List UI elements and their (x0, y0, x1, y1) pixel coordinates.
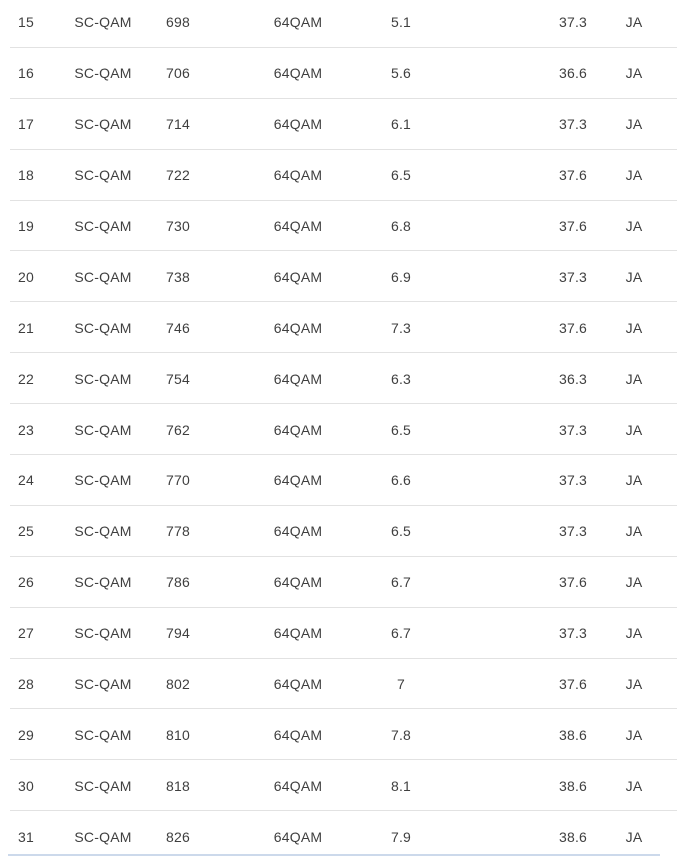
cell-power-level: 6.5 (390, 523, 412, 540)
cell-channel-number: 24 (18, 472, 34, 489)
cell-channel-number: 28 (18, 676, 34, 693)
cell-frequency: 706 (166, 65, 190, 82)
cell-channel-number: 16 (18, 65, 34, 82)
cell-channel-type: SC-QAM (74, 268, 132, 285)
cell-channel-type: SC-QAM (74, 319, 132, 336)
table-row (0, 404, 687, 455)
cell-modulation: 64QAM (273, 828, 323, 845)
table-row (0, 557, 687, 608)
cell-lock-status: JA (625, 777, 643, 794)
cell-modulation: 64QAM (273, 268, 323, 285)
cell-frequency: 762 (166, 421, 190, 438)
table-row (0, 48, 687, 99)
cell-channel-number: 25 (18, 523, 34, 540)
cell-modulation: 64QAM (273, 319, 323, 336)
cell-channel-number: 17 (18, 116, 34, 133)
cell-channel-number: 27 (18, 625, 34, 642)
cell-power-level: 5.6 (390, 65, 412, 82)
cell-frequency: 786 (166, 574, 190, 591)
cell-channel-number: 18 (18, 167, 34, 184)
cell-power-level: 6.5 (390, 167, 412, 184)
cell-channel-number: 23 (18, 421, 34, 438)
cell-snr: 38.6 (558, 828, 588, 845)
cell-lock-status: JA (625, 65, 643, 82)
cell-lock-status: JA (625, 574, 643, 591)
table-row (0, 608, 687, 659)
cell-power-level: 7 (397, 676, 405, 693)
table-row (0, 201, 687, 252)
cell-frequency: 754 (166, 370, 190, 387)
cell-modulation: 64QAM (273, 777, 323, 794)
cell-lock-status: JA (625, 116, 643, 133)
cell-power-level: 6.5 (390, 421, 412, 438)
cell-channel-type: SC-QAM (74, 14, 132, 31)
cell-modulation: 64QAM (273, 167, 323, 184)
cell-modulation: 64QAM (273, 65, 323, 82)
cell-snr: 38.6 (558, 726, 588, 743)
cell-snr: 37.3 (558, 472, 588, 489)
cell-lock-status: JA (625, 676, 643, 693)
cell-channel-type: SC-QAM (74, 676, 132, 693)
cell-snr: 37.6 (558, 319, 588, 336)
cell-modulation: 64QAM (273, 472, 323, 489)
cell-channel-type: SC-QAM (74, 574, 132, 591)
cell-frequency: 746 (166, 319, 190, 336)
cell-snr: 37.6 (558, 218, 588, 234)
cell-modulation: 64QAM (273, 116, 323, 133)
cell-frequency: 722 (166, 167, 190, 184)
cell-power-level: 6.8 (390, 218, 412, 234)
cell-power-level: 6.7 (390, 574, 412, 591)
cell-frequency: 794 (166, 625, 190, 642)
cell-channel-type: SC-QAM (74, 726, 132, 743)
cell-lock-status: JA (625, 523, 643, 540)
cell-lock-status: JA (625, 726, 643, 743)
cell-snr: 37.3 (558, 116, 588, 133)
cell-lock-status: JA (625, 218, 643, 234)
cell-power-level: 5.1 (390, 14, 412, 31)
cell-lock-status: JA (625, 14, 643, 31)
cell-modulation: 64QAM (273, 218, 323, 234)
cell-channel-type: SC-QAM (74, 218, 132, 234)
cell-snr: 37.3 (558, 268, 588, 285)
table-row (0, 709, 687, 760)
cell-channel-number: 21 (18, 319, 34, 336)
cell-lock-status: JA (625, 472, 643, 489)
table-row (0, 760, 687, 811)
cell-modulation: 64QAM (273, 421, 323, 438)
cell-modulation: 64QAM (273, 523, 323, 540)
cell-snr: 38.6 (558, 777, 588, 794)
cell-snr: 37.6 (558, 167, 588, 184)
cell-frequency: 802 (166, 676, 190, 693)
cell-lock-status: JA (625, 268, 643, 285)
cell-snr: 37.6 (558, 574, 588, 591)
table-row (0, 251, 687, 302)
cell-modulation: 64QAM (273, 370, 323, 387)
cell-snr: 37.3 (558, 421, 588, 438)
cell-channel-number: 22 (18, 370, 34, 387)
table-row (0, 99, 687, 150)
cell-lock-status: JA (625, 625, 643, 642)
cell-channel-number: 15 (18, 14, 34, 31)
cell-channel-number: 20 (18, 268, 34, 285)
cell-channel-number: 26 (18, 574, 34, 591)
cell-frequency: 698 (166, 14, 190, 31)
table-row (0, 506, 687, 557)
cell-modulation: 64QAM (273, 676, 323, 693)
cell-frequency: 770 (166, 472, 190, 489)
table-row (0, 302, 687, 353)
cell-channel-number: 29 (18, 726, 34, 743)
cell-power-level: 7.9 (390, 828, 412, 845)
cell-power-level: 7.3 (390, 319, 412, 336)
cell-channel-type: SC-QAM (74, 370, 132, 387)
cell-channel-type: SC-QAM (74, 625, 132, 642)
cell-frequency: 818 (166, 777, 190, 794)
cell-power-level: 7.8 (390, 726, 412, 743)
cell-lock-status: JA (625, 828, 643, 845)
cell-channel-type: SC-QAM (74, 167, 132, 184)
cell-channel-number: 31 (18, 828, 34, 845)
table-row (0, 353, 687, 404)
table-row (0, 811, 687, 856)
cell-lock-status: JA (625, 370, 643, 387)
cell-lock-status: JA (625, 319, 643, 336)
cell-frequency: 738 (166, 268, 190, 285)
table-row (0, 455, 687, 506)
table-row (0, 659, 687, 710)
cell-snr: 37.3 (558, 625, 588, 642)
table-row (0, 0, 687, 48)
cell-modulation: 64QAM (273, 574, 323, 591)
cell-channel-type: SC-QAM (74, 65, 132, 82)
table-row (0, 150, 687, 201)
cell-power-level: 6.7 (390, 625, 412, 642)
cell-power-level: 6.1 (390, 116, 412, 133)
cell-lock-status: JA (625, 167, 643, 184)
cell-snr: 36.6 (558, 65, 588, 82)
cell-channel-type: SC-QAM (74, 523, 132, 540)
cell-frequency: 810 (166, 726, 190, 743)
cell-power-level: 6.3 (390, 370, 412, 387)
cell-frequency: 714 (166, 116, 190, 133)
cell-power-level: 8.1 (390, 777, 412, 794)
cell-power-level: 6.9 (390, 268, 412, 285)
cell-frequency: 778 (166, 523, 190, 540)
cell-channel-type: SC-QAM (74, 116, 132, 133)
cell-lock-status: JA (625, 421, 643, 438)
cell-frequency: 730 (166, 218, 190, 234)
cell-snr: 37.3 (558, 14, 588, 31)
cell-modulation: 64QAM (273, 625, 323, 642)
cell-frequency: 826 (166, 828, 190, 845)
cell-channel-type: SC-QAM (74, 472, 132, 489)
cell-channel-number: 19 (18, 218, 34, 234)
cell-channel-type: SC-QAM (74, 777, 132, 794)
cell-snr: 37.6 (558, 676, 588, 693)
cell-modulation: 64QAM (273, 14, 323, 31)
cell-channel-type: SC-QAM (74, 828, 132, 845)
cell-channel-number: 30 (18, 777, 34, 794)
cell-modulation: 64QAM (273, 726, 323, 743)
cell-power-level: 6.6 (390, 472, 412, 489)
cell-snr: 36.3 (558, 370, 588, 387)
cell-snr: 37.3 (558, 523, 588, 540)
cell-channel-type: SC-QAM (74, 421, 132, 438)
